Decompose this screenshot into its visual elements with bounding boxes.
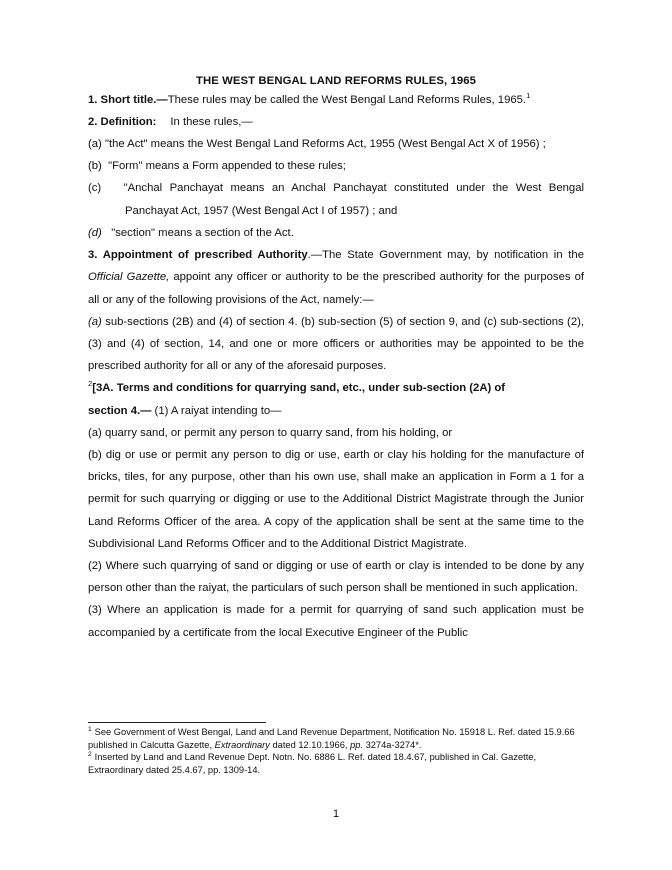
clause-text: "section" means a section of the Act.: [111, 226, 294, 239]
rule-3-provisions: [88, 311, 584, 378]
subpara-label: (2): [88, 559, 102, 572]
footnote-text-part1: Inserted by Land and Land Revenue Dept. Notn. No. 6886 L. Ref. dated 18.4.67, published in Cal. Gazette, Extraordinary dated 25.4.67, pp. 1309-14.: [88, 752, 537, 775]
rule-3a-heading: [88, 377, 584, 399]
rule-3a-intro: [88, 400, 584, 422]
rule-2-clause-a: [88, 133, 584, 155]
rule-3-appointment: [88, 244, 584, 311]
rule-3a-clause-a: [88, 422, 584, 444]
rule-1-dash: —: [156, 93, 168, 106]
rule-2-clause-b: [88, 155, 584, 177]
clause-label: (a): [88, 426, 102, 439]
footnote-marker: 2: [88, 751, 92, 759]
footnote-ref-1: 1: [526, 90, 531, 100]
footnote-marker: 1: [88, 725, 92, 733]
official-gazette-italic: Official Gazette,: [88, 271, 170, 284]
rule-3a-heading-line2: section 4.—: [88, 404, 152, 417]
footnote-section: [88, 722, 584, 776]
footnote-italic-2: pp.: [350, 739, 363, 750]
rule-2-clause-d: [88, 222, 584, 244]
rule-2-clause-c: [88, 177, 584, 221]
rule-3-heading: 3. Appointment of prescribed Authority: [88, 249, 308, 262]
rule-2-definition: [88, 111, 584, 133]
clause-text: "Anchal Panchayat means an Anchal Panchayat constituted under the West Bengal Panchayat Act, 1957 (West Bengal Act I of 1957) ; and: [123, 182, 584, 217]
footnote-2: [88, 751, 584, 776]
document-body: [88, 0, 584, 644]
footnote-separator-rule: [88, 722, 266, 723]
clause-text: quarry sand, or permit any person to quarry sand, from his holding, or: [101, 426, 453, 439]
rule-3a-heading-line1: [3A. Terms and conditions for quarrying sand, etc., under sub-section (2A) of: [92, 382, 506, 395]
footnote-1: [88, 726, 584, 751]
page-title: THE WEST BENGAL LAND REFORMS RULES, 1965: [196, 75, 476, 87]
rule-3-dash: .—: [307, 249, 323, 262]
rule-3a-subpara-2: [88, 555, 584, 599]
clause-label: (b): [88, 448, 102, 461]
provision-label-a: (a): [88, 315, 102, 328]
subpara-text: Where such quarrying of sand or digging or use of earth or clay is intended to be done by any person other than the raiyat, the particulars of such person shall be mentioned in such application.: [88, 559, 584, 595]
rule-1-text: These rules may be called the West Bengal Land Reforms Rules, 1965.: [167, 93, 527, 106]
rule-2-label: 2. Definition:: [88, 115, 157, 128]
provision-text: sub-sections (2B) and (4) of section 4. (b) sub-section (5) of section 9, and (c) sub-sections (2), (3) and (4) of section, 14, and one or more officers or authorities may be appointed to be the prescribed authority for all or any of the aforesaid purposes.: [88, 315, 584, 373]
rule-3a-subpara-3: [88, 599, 584, 643]
page-number: 1: [332, 808, 340, 820]
rule-3a-clause-b: [88, 444, 584, 555]
rule-3a-intro-text: (1) A raiyat intending to—: [151, 404, 282, 417]
rule-3-text-part2: appoint any officer or authority to be the prescribed authority for the purposes of all or any of the following provisions of the Act, namely:—: [88, 271, 584, 306]
rule-1-short-title: [88, 89, 584, 111]
clause-text: "the Act" means the West Bengal Land Reforms Act, 1955 (West Bengal Act X of 1956) ;: [104, 138, 546, 151]
subpara-label: (3): [88, 604, 102, 617]
rule-3-text-part1: The State Government may, by notification in the: [322, 249, 584, 262]
footnote-italic-1: Extraordinary: [214, 739, 270, 750]
footnote-text-part3: 3274a-3274*.: [363, 739, 422, 750]
clause-label: (c): [88, 182, 102, 195]
rule-1-label: 1. Short title.: [88, 93, 157, 106]
footnote-text-part2: dated 12.10.1966,: [269, 739, 351, 750]
clause-label: (d): [88, 226, 102, 239]
rule-2-text: In these rules,—: [170, 115, 253, 128]
clause-text: dig or use or permit any person to dig or use, earth or clay his holding for the manufacture of bricks, tiles, for any purpose, other than his own use, shall make an application in Form a 1 for a permit for such quarrying or digging or use to the Additional District Magistrate through the Junior Land Reforms Officer of the area. A copy of the application shall be sent at the same time to the Subdivisional Land Reforms Officer and to the Additional District Magistrate.: [88, 448, 584, 550]
subpara-text: Where an application is made for a permit for quarrying of sand such application must be accompanied by a certificate from the local Executive Engineer of the Public: [88, 604, 584, 639]
footnote-text-part1: See Government of West Bengal, Land and Land Revenue Department, Notification No. 15918 L. Ref. dated 15.9.66 published in Calcutta Gazette,: [88, 727, 575, 750]
clause-label: (a): [88, 138, 102, 151]
clause-label: (b): [88, 160, 102, 173]
clause-text: "Form" means a Form appended to these rules;: [108, 160, 346, 173]
footnote-ref-2: 2: [88, 379, 93, 389]
